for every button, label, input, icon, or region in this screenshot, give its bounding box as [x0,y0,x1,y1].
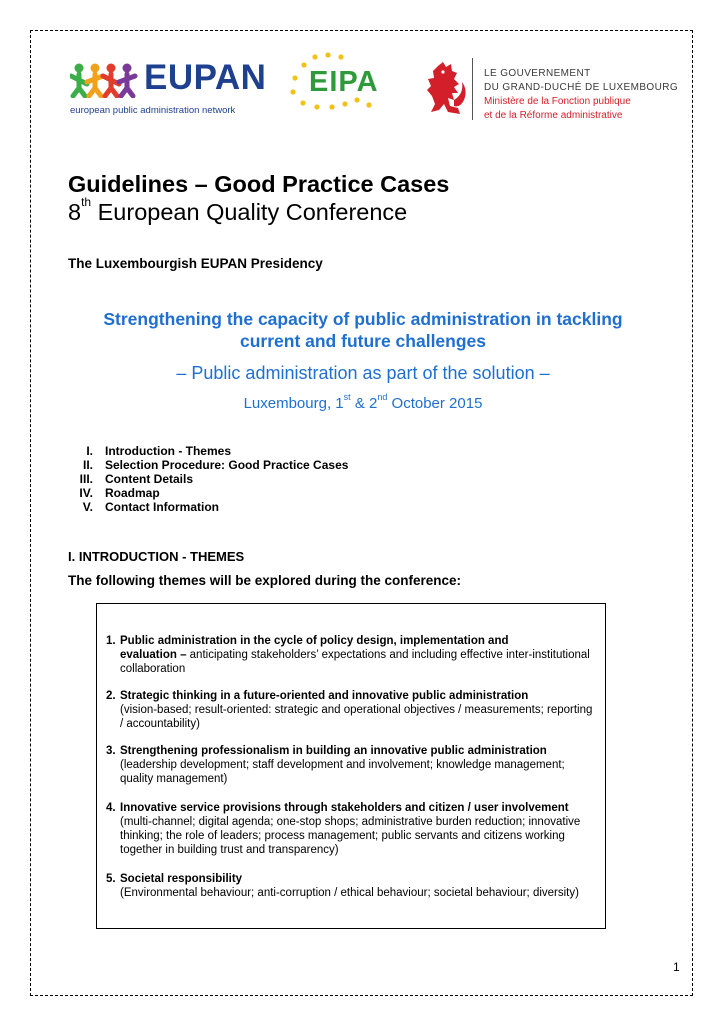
toc-label: Introduction - Themes [105,444,231,458]
toc-label: Content Details [105,472,194,486]
eipa-logo [285,52,395,110]
toc-item [63,472,483,486]
conference-number-suffix: th [81,195,92,209]
theme-title-continued: evaluation – [120,649,187,661]
theme-number: 2. [106,690,116,702]
government-logo [420,56,678,124]
toc-number: III. [79,472,93,486]
date-sup-a: st [343,392,351,402]
conference-name: European Quality Conference [91,199,408,225]
gov-line-2: DU GRAND-DUCHÉ DE LUXEMBOURG [484,82,678,93]
theme-item [106,744,594,786]
toc-label: Roadmap [105,486,160,500]
document-title: Guidelines – Good Practice Cases [68,171,450,197]
eupan-tagline: european public administration network [70,105,236,116]
conference-date [68,392,658,412]
theme-description: (vision-based; result-oriented: strategic and operational objectives / measurements; reporting / accountability) [120,704,593,730]
eupan-figures-icon [70,62,146,98]
theme-line-2: current and future challenges [239,331,487,351]
conference-number: 8 [68,199,82,225]
theme-number: 3. [106,745,116,757]
gov-line-4: et de la Réforme administrative [484,110,623,121]
eipa-wordmark: EIPA [309,66,379,98]
theme-title: Societal responsibility [120,873,243,885]
date-part-a: Luxembourg, 1 [243,395,344,412]
logo-divider [472,58,473,120]
theme-title: Public administration in the cycle of policy design, implementation and [120,635,509,647]
theme-title: Strengthening professionalism in building an innovative public administration [120,745,547,757]
theme-title: Innovative service provisions through stakeholders and citizen / user involvement [120,802,569,814]
theme-description: (leadership development; staff development and involvement; knowledge management; quality management) [120,759,565,785]
table-of-contents [63,444,483,514]
theme-number: 5. [106,873,116,885]
toc-number: V. [82,500,93,514]
theme-title: Strategic thinking in a future-oriented and innovative public administration [120,690,529,702]
toc-item [63,458,483,472]
theme-number: 1. [106,635,116,647]
theme-description: (multi-channel; digital agenda; one-stop shops; administrative burden reduction; innovative thinking; the role of leaders; process management; public servants and citizens working together in building trust and transparency) [120,816,581,856]
theme-item [106,872,594,900]
toc-label: Contact Information [105,500,219,514]
toc-number: IV. [79,486,93,500]
gov-line-3: Ministère de la Fonction publique [484,96,631,107]
red-lion-icon [424,60,470,116]
date-part-b: & 2 [350,395,378,412]
theme-description: (Environmental behaviour; anti-corruption / ethical behaviour; societal behaviour; diversity) [120,887,579,899]
page-number: 1 [673,960,680,974]
toc-label: Selection Procedure: Good Practice Cases [105,458,349,472]
theme-item [106,634,594,676]
toc-number: I. [86,444,93,458]
theme-line-1: Strengthening the capacity of public administration in tackling [103,309,623,329]
conference-subtitle: – Public administration as part of the solution – [176,363,550,383]
theme-description: anticipating stakeholders’ expectations and including effective inter-institutional collaboration [120,649,590,675]
date-sup-b: nd [377,392,388,402]
eupan-wordmark: EUPAN [144,58,267,97]
toc-item [63,444,483,458]
toc-item [63,486,483,500]
toc-number: II. [82,458,93,472]
date-part-c: October 2015 [387,395,483,412]
eupan-logo [70,58,267,120]
theme-item [106,801,594,857]
themes-box [96,603,606,929]
gov-line-1: LE GOUVERNEMENT [484,68,591,79]
section-subheading: The following themes will be explored during the conference: [68,573,462,588]
conference-theme [68,308,658,352]
section-heading: I. INTRODUCTION - THEMES [68,549,245,564]
toc-item [63,500,483,514]
theme-number: 4. [106,802,116,814]
conference-title [68,195,408,226]
theme-item [106,689,594,731]
presidency-line: The Luxembourgish EUPAN Presidency [68,256,323,271]
